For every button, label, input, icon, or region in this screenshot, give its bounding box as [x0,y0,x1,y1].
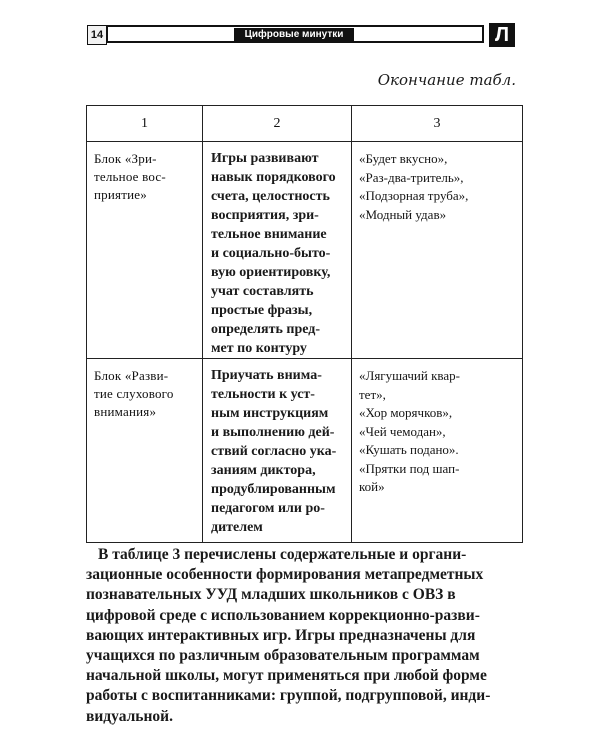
table-cell-description [203,142,352,359]
cell-text [87,142,202,204]
cell-line: ствий согласно ука- [211,444,337,459]
paragraph-line: начальной школы, могут применяться при любой форме [86,667,487,685]
cell-line: тельное внимание [211,227,327,242]
cell-line: тельное вос- [94,169,166,184]
games-table [86,105,523,543]
paragraph-line: познавательных УУД младших школьников с ОВЗ в [86,586,456,604]
cell-line: определять пред- [211,322,321,337]
paragraph-line: видуальной. [86,707,173,725]
cell-line: «Подзорная труба», [359,188,469,203]
running-header [87,23,516,47]
cell-text [352,142,522,224]
cell-line: «Хор морячков», [359,405,453,420]
column-header-2: 2 [203,106,352,142]
table-cell-block [87,359,203,543]
cell-line: навык порядкового [211,170,336,185]
paragraph-line: вающих интерактивных игр. Игры предназначены для [86,626,476,644]
cell-text [352,359,522,497]
paragraph-line: работы с воспитанниками: группой, подгрупповой, инди- [86,687,491,705]
cell-text [87,359,202,421]
cell-line: и социально-быто- [211,246,331,261]
table-row [87,142,523,359]
cell-line: Блок «Разви- [94,368,169,383]
cell-line: «Модный удав» [359,206,447,222]
cell-line: внимания» [94,404,157,419]
table-header-row [87,106,523,142]
cell-line: учат составлять [211,284,314,299]
page-number: 14 [87,25,107,45]
cell-line: ным инструкциям [211,406,329,421]
cell-line: «Прятки под шап- [359,460,460,476]
cell-line: «Раз-два-тритель», [359,169,464,185]
running-title: Цифровые минутки [234,28,354,41]
cell-line: Блок «Зри- [94,151,157,166]
cell-text [203,359,351,537]
cell-line: «Будет вкусно», [359,151,448,166]
cell-line: и выполнению дей- [211,425,335,440]
cell-line: «Лягушачий квар- [359,368,460,383]
running-title-band [106,25,484,43]
paragraph-line: В таблице 3 перечислены содержательные и органи- [98,546,467,563]
table-row [87,359,523,543]
table-cell-description [203,359,352,543]
cell-line: кой» [359,479,385,494]
body-paragraph [86,545,526,727]
table-cell-games [352,359,523,543]
cell-line: дителем [211,520,263,535]
cell-line: вую ориентировку, [211,265,331,280]
cell-line: приятие» [94,187,147,202]
cell-line: педагогом или ро- [211,501,325,516]
column-header-3: 3 [352,106,523,142]
section-letter: Л [489,23,515,47]
cell-line: тие слухового [94,386,174,401]
table-cell-games [352,142,523,359]
cell-line: тет», [359,386,386,402]
table-cell-block [87,142,203,359]
paragraph-line: учащихся по различным образовательным программам [86,647,480,665]
paragraph-line: цифровой среде с использованием коррекционно-разви- [86,606,480,624]
cell-line: «Чей чемодан», [359,423,446,439]
cell-line: заниям диктора, [211,463,316,478]
table-caption: Окончание табл. [377,71,516,89]
cell-line: мет по контуру [211,341,307,356]
cell-line: простые фразы, [211,303,313,318]
cell-line: Игры развивают [211,151,319,166]
paragraph-line: зационные особенности формирования метапредметных [86,566,484,584]
cell-text [203,142,351,358]
cell-line: счета, целостность [211,189,330,204]
cell-line: восприятия, зри- [211,208,319,223]
cell-line: тельности к уст- [211,387,315,402]
cell-line: продублированным [211,482,336,497]
cell-line: «Кушать подано». [359,442,459,457]
cell-line: Приучать внима- [211,368,322,383]
column-header-1: 1 [87,106,203,142]
